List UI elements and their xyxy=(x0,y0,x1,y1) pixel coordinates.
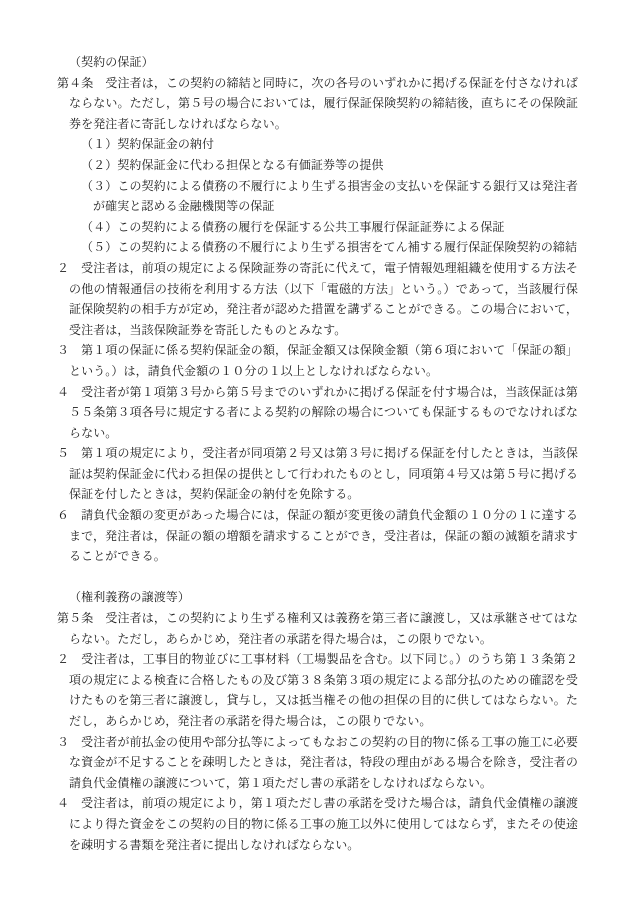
clause-paragraph xyxy=(57,443,578,505)
clause-paragraph xyxy=(57,258,578,340)
item-number: （４） xyxy=(81,219,118,234)
clause-text: 第１項の規定により，受注者が同項第２号又は第３号に掲げる保証を付したときは，当該保証は契約保証金に代わる担保の提供として行われたものとし，同項第４号又は第５号に掲げる保証を付したときは，契約保証金の納付を免除する。 xyxy=(69,446,578,502)
item-text: 契約保証金の納付 xyxy=(117,137,215,152)
document-section xyxy=(57,52,578,567)
clause-number: ６ xyxy=(57,508,70,523)
clause-number: ３ xyxy=(57,343,70,358)
item-number: （５） xyxy=(81,240,118,255)
item-paragraph xyxy=(57,134,578,155)
clause-paragraph xyxy=(57,649,578,731)
clause-number: ２ xyxy=(57,260,70,275)
clause-text: 受注者は，前項の規定により，第１項ただし書の承諾を受けた場合は，請負代金債権の譲渡により得た資金をこの契約の目的物に係る工事の施工以外に使用してはならず，またその使途を疎明する書類を発注者に提出しなければならない。 xyxy=(69,796,578,852)
clause-text: 第１項の保証に係る契約保証金の額，保証金額又は保険金額（第６項において「保証の額」という。）は，請負代金額の１０分の１以上としなければならない。 xyxy=(69,343,578,378)
clause-number: ２ xyxy=(57,652,70,667)
clause-number: ４ xyxy=(57,796,70,811)
clause-text: 受注者は，工事目的物並びに工事材料（工場製品を含む。以下同じ。）のうち第１３条第２項の規定による検査に合格したもの及び第３８条第３項の規定による部分払のための確認を受けたものを第三者に譲渡し，貸与し，又は抵当権その他の担保の目的に供してはならない。ただし，あらかじめ，発注者の承諾を得た場合は，この限りでない。 xyxy=(69,652,578,728)
item-paragraph xyxy=(57,217,578,238)
article-number: 第５条 xyxy=(57,611,94,626)
item-number: （１） xyxy=(81,137,118,152)
clause-text: 受注者は，前項の規定による保険証券の寄託に代えて，電子情報処理組織を使用する方法その他の情報通信の技術を利用する方法（以下「電磁的方法」という。）であって，当該履行保証保険契約の相手方が定め，発注者が認めた措置を講ずることができる。この場合において，受注者は，当該保険証券を寄託したものとみなす。 xyxy=(69,260,578,337)
clause-paragraph xyxy=(57,505,578,567)
item-paragraph xyxy=(57,155,578,176)
clause-number: ３ xyxy=(57,734,70,749)
clause-paragraph xyxy=(57,732,578,794)
article-paragraph xyxy=(57,73,578,135)
clause-text: 請負代金額の変更があった場合には，保証の額が変更後の請負代金額の１０分の１に達するまで，発注者は，保証の額の増額を請求することができ，受注者は，保証の額の減額を請求することができる。 xyxy=(69,508,578,564)
item-number: （３） xyxy=(81,178,118,193)
item-text: 契約保証金に代わる担保となる有価証券等の提供 xyxy=(117,157,384,172)
article-paragraph xyxy=(57,608,578,649)
article-text: 受注者は，この契約により生ずる権利又は義務を第三者に譲渡し，又は承継させてはならない。ただし，あらかじめ，発注者の承諾を得た場合は，この限りでない。 xyxy=(69,611,578,646)
document-section xyxy=(57,587,578,855)
article-text: 受注者は，この契約の締結と同時に，次の各号のいずれかに掲げる保証を付さなければならない。ただし，第５号の場合においては，履行保証保険契約の締結後，直ちにその保険証券を発注者に寄託しなければならない。 xyxy=(69,75,578,131)
clause-number: ４ xyxy=(57,384,70,399)
article-number: 第４条 xyxy=(57,75,94,90)
clause-paragraph xyxy=(57,793,578,855)
clause-paragraph xyxy=(57,340,578,381)
clause-text: 受注者が前払金の使用や部分払等によってもなおこの契約の目的物に係る工事の施工に必要な資金が不足することを疎明したときは，発注者は，特段の理由がある場合を除き，受注者の請負代金債権の譲渡について，第１項ただし書の承諾をしなければならない。 xyxy=(69,734,578,790)
item-number: （２） xyxy=(81,157,118,172)
item-text: この契約による債務の不履行により生ずる損害金の支払いを保証する銀行又は発注者が確実と認める金融機関等の保証 xyxy=(93,178,578,214)
section-heading: （契約の保証） xyxy=(69,55,154,69)
item-paragraph xyxy=(57,176,578,217)
document-content xyxy=(57,52,578,855)
item-text: この契約による債務の履行を保証する公共工事履行保証証券による保証 xyxy=(117,219,505,234)
clause-paragraph xyxy=(57,382,578,444)
item-paragraph xyxy=(57,237,578,258)
item-text: この契約による債務の不履行により生ずる損害をてん補する履行保証保険契約の締結 xyxy=(117,240,578,255)
section-heading: （権利義務の譲渡等） xyxy=(69,590,191,605)
clause-number: ５ xyxy=(57,446,70,461)
clause-text: 受注者が第１項第３号から第５号までのいずれかに掲げる保証を付す場合は，当該保証は第５５条第３項各号に規定する者による契約の解除の場合についても保証するものでなければならない。 xyxy=(69,384,578,440)
